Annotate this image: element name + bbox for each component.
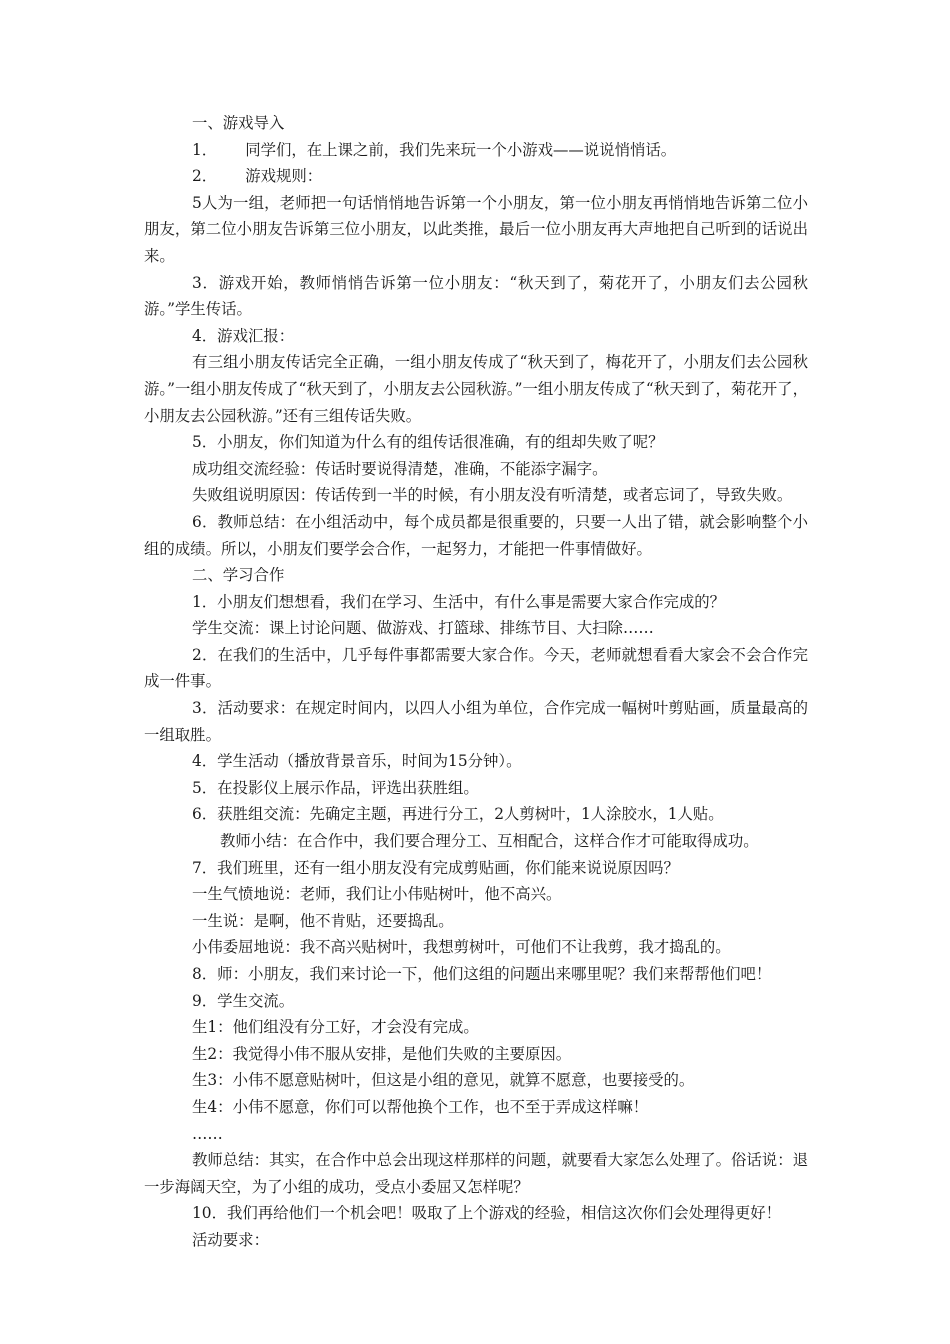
paragraph: 成功组交流经验：传话时要说得清楚，准确，不能添字漏字。 bbox=[192, 459, 608, 478]
paragraph: 有三组小朋友传话完全正确，一组小朋友传成了“秋天到了，梅花开了，小朋友们去公园秋游。”一组小朋友传成了“秋天到了，小朋友去公园秋游。”一组小朋友传成了“秋天到了，菊花开了，小朋友去公园秋游。”还有三组传话失败。 bbox=[144, 353, 808, 425]
paragraph: 3．活动要求：在规定时间内，以四人小组为单位，合作完成一幅树叶剪贴画，质量最高的一组取胜。 bbox=[144, 699, 808, 744]
paragraph: 3．游戏开始，教师悄悄告诉第一位小朋友：“秋天到了，菊花开了，小朋友们去公园秋游。”学生传话。 bbox=[144, 273, 808, 319]
paragraph: 5人为一组，老师把一句话悄悄地告诉第一个小朋友，第一位小朋友再悄悄地告诉第二位小朋友，第二位小朋友告诉第三位小朋友，以此类推，最后一位小朋友再大声地把自己听到的话说出来。 bbox=[144, 193, 808, 265]
ellipsis-line: …… bbox=[192, 1124, 223, 1143]
paragraph: 5．在投影仪上展示作品，评选出获胜组。 bbox=[192, 778, 479, 797]
paragraph: 小伟委屈地说：我不高兴贴树叶，我想剪树叶，可他们不让我剪，我才捣乱的。 bbox=[192, 938, 731, 957]
paragraph: 教师小结：在合作中，我们要合理分工、互相配合，这样合作才可能取得成功。 bbox=[220, 832, 759, 851]
paragraph: 9．学生交流。 bbox=[192, 991, 295, 1010]
paragraph: 4．游戏汇报： bbox=[192, 326, 295, 345]
paragraph: 10．我们再给他们一个机会吧！吸取了上个游戏的经验，相信这次你们会处理得更好！ bbox=[192, 1204, 782, 1223]
paragraph: 8．师：小朋友，我们来讨论一下，他们这组的问题出来哪里呢？我们来帮帮他们吧！ bbox=[192, 965, 772, 983]
line-text: 游戏规则： bbox=[245, 167, 323, 186]
paragraph: 教师总结：其实，在合作中总会出现这样那样的问题，就要看大家怎么处理了。俗话说：退一步海阔天空，为了小组的成功，受点小委屈又怎样呢？ bbox=[144, 1151, 808, 1196]
paragraph: 7．我们班里，还有一组小朋友没有完成剪贴画，你们能来说说原因吗？ bbox=[192, 858, 679, 877]
paragraph: 生3：小伟不愿意贴树叶，但这是小组的意见，就算不愿意，也要接受的。 bbox=[192, 1071, 695, 1090]
line-text: 一、游戏导入 bbox=[192, 114, 285, 132]
paragraph: 4．学生活动（播放背景音乐，时间为15分钟）。 bbox=[192, 752, 522, 771]
heading-game-intro bbox=[144, 110, 808, 137]
paragraph: 一生说：是啊，他不肯贴，还要捣乱。 bbox=[192, 911, 454, 930]
paragraph: 1．小朋友们想想看，我们在学习、生活中，有什么事是需要大家合作完成的？ bbox=[192, 592, 726, 611]
paragraph: 6．获胜组交流：先确定主题，再进行分工，2人剪树叶，1人涂胶水，1人贴。 bbox=[192, 805, 724, 824]
paragraph: 生2：我觉得小伟不服从安排，是他们失败的主要原因。 bbox=[192, 1044, 572, 1063]
paragraph: 生1：他们组没有分工好，才会没有完成。 bbox=[192, 1018, 479, 1037]
paragraph bbox=[144, 137, 808, 164]
paragraph: 活动要求： bbox=[192, 1230, 269, 1249]
document-body bbox=[144, 110, 808, 1254]
paragraph: 一生气愤地说：老师，我们让小伟贴树叶，他不高兴。 bbox=[192, 885, 562, 904]
paragraph: 6．教师总结：在小组活动中，每个成员都是很重要的，只要一人出了错，就会影响整个小组的成绩。所以，小朋友们要学会合作，一起努力，才能把一件事情做好。 bbox=[144, 512, 808, 558]
paragraph bbox=[144, 163, 808, 190]
paragraph: 2．在我们的生活中，几乎每件事都需要大家合作。今天，老师就想看看大家会不会合作完成一件事。 bbox=[144, 645, 808, 691]
paragraph: 失败组说明原因：传话传到一半的时候，有小朋友没有听清楚，或者忘词了，导致失败。 bbox=[192, 486, 793, 505]
item-number: 2． bbox=[192, 167, 218, 186]
paragraph: 5．小朋友，你们知道为什么有的组传话很准确，有的组却失败了呢？ bbox=[192, 433, 664, 452]
line-text: 同学们，在上课之前，我们先来玩一个小游戏——说说悄悄话。 bbox=[245, 140, 677, 159]
heading-learn-cooperation: 二、学习合作 bbox=[192, 566, 285, 585]
paragraph: 生4：小伟不愿意，你们可以帮他换个工作，也不至于弄成这样嘛！ bbox=[192, 1097, 649, 1116]
item-number: 1． bbox=[192, 140, 218, 159]
paragraph: 学生交流：课上讨论问题、做游戏、打篮球、排练节目、大扫除…… bbox=[192, 619, 654, 638]
